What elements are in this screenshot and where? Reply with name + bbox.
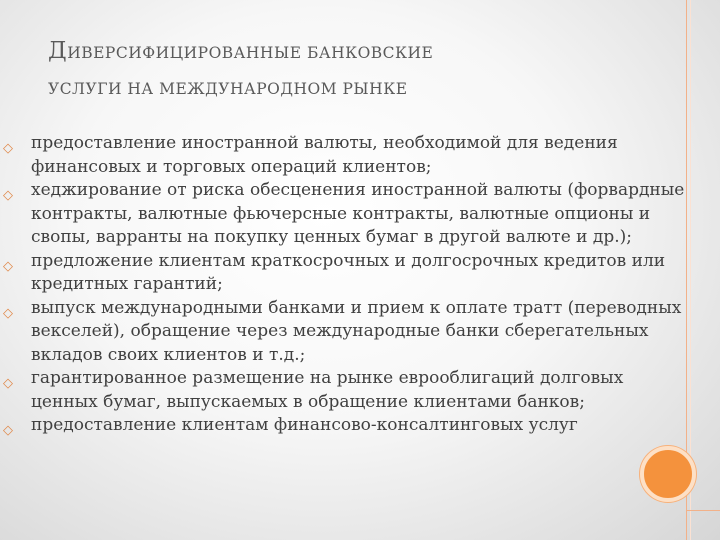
bullet-item	[0, 132, 700, 179]
diamond-bullet-icon: ◇	[3, 258, 13, 274]
bullet-text: выпуск международными банками и прием к оплате тратт (переводных векселей), обращение через международные банки сберегательных вкладов своих клиентов и т.д.;	[31, 297, 682, 365]
title-line-1	[48, 40, 668, 64]
diamond-bullet-icon: ◇	[3, 305, 13, 321]
bullet-item	[0, 297, 700, 368]
decorative-circle	[640, 446, 696, 502]
title-initial: Д	[48, 38, 68, 64]
diamond-bullet-icon: ◇	[3, 141, 13, 156]
frame-line-horizontal	[686, 510, 720, 511]
bullet-item	[0, 367, 700, 414]
slide-title	[48, 40, 668, 100]
diamond-bullet-icon: ◇	[3, 423, 13, 438]
bullet-text: гарантированное размещение на рынке еврооблигаций долговых ценных бумаг, выпускаемых в обращение клиентами банков;	[31, 368, 624, 412]
title-line-1-text: ИВЕРСИФИЦИРОВАННЫЕ БАНКОВСКИЕ	[67, 44, 434, 62]
diamond-bullet-icon: ◇	[3, 188, 13, 203]
bullet-text: предоставление иностранной валюты, необходимой для ведения финансовых и торговых операций клиентов;	[31, 133, 618, 177]
bullet-item	[0, 414, 700, 438]
bullet-list	[0, 132, 700, 438]
diamond-bullet-icon: ◇	[3, 376, 13, 391]
bullet-item	[0, 250, 700, 297]
bullet-text: хеджирование от риска обесценения иностранной валюты (форвардные контракты, валютные фьючерсные контракты, валютные опционы и свопы, варранты на покупку ценных бумаг в другой валюте и др.);	[31, 180, 685, 247]
bullet-item	[0, 179, 700, 250]
bullet-text: предложение клиентам краткосрочных и долгосрочных кредитов или кредитных гарантий;	[31, 250, 666, 294]
bullet-text: предоставление клиентам финансово-консалтинговых услуг	[31, 415, 578, 435]
title-line-2: УСЛУГИ НА МЕЖДУНАРОДНОМ РЫНКЕ	[48, 80, 408, 98]
